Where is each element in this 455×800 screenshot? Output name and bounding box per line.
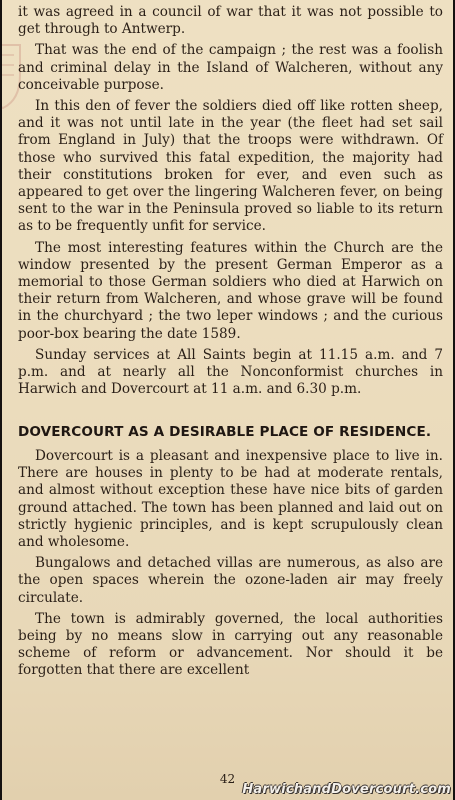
book-page [2, 0, 453, 800]
paragraph-8: The town is admirably governed, the local authorities being by no means slow in carrying out any reasonable scheme of reform or advancement. Nor should it be forgotten that there are excellent [18, 610, 443, 679]
paragraph-2: That was the end of the campaign ; the rest was a foolish and criminal delay in the Island of Walcheren, without any conceivable purpose. [18, 42, 443, 93]
section-heading: DOVERCOURT AS A DESIRABLE PLACE OF RESIDENCE. [18, 424, 432, 441]
paragraph-1: it was agreed in a council of war that it was not possible to get through to Antwerp. [18, 4, 443, 38]
page-text-column [18, 4, 443, 684]
paragraph-3: In this den of fever the soldiers died off like rotten sheep, and it was not until late in the year (the fleet had set sail from England in July) that the troops were withdrawn. Of those who survived this fatal expedition, the majority had their constitutions broken for ever, and even such as appeared to get over the lingering Walcheren fever, on being sent to the war in the Peninsula proved so liable to its return as to be frequently unfit for service. [18, 98, 443, 235]
site-watermark: HarwichandDovercourt.com [242, 782, 451, 797]
paragraph-4: The most interesting features within the Church are the window presented by the present German Emperor as a memorial to those German soldiers who died at Harwich on their return from Walcheren, and whose grave will be found in the churchyard ; the two leper windows ; and the curious poor-box bearing the date 1589. [18, 239, 443, 342]
paragraph-7: Bungalows and detached villas are numerous, as also are the open spaces wherein the ozone-laden air may freely circulate. [18, 555, 443, 606]
page-number: 42 [219, 772, 236, 786]
paragraph-5: Sunday services at All Saints begin at 11.15 a.m. and 7 p.m. and at nearly all the Nonconformist churches in Harwich and Dovercourt at 11 a.m. and 6.30 p.m. [18, 346, 443, 398]
paragraph-6: Dovercourt is a pleasant and inexpensive place to live in. There are houses in plenty to be had at moderate rentals, and almost without exception these have nice bits of garden ground attached. The town has been planned and laid out on strictly hygienic principles, and is kept scrupulously clean and wholesome. [18, 447, 443, 550]
